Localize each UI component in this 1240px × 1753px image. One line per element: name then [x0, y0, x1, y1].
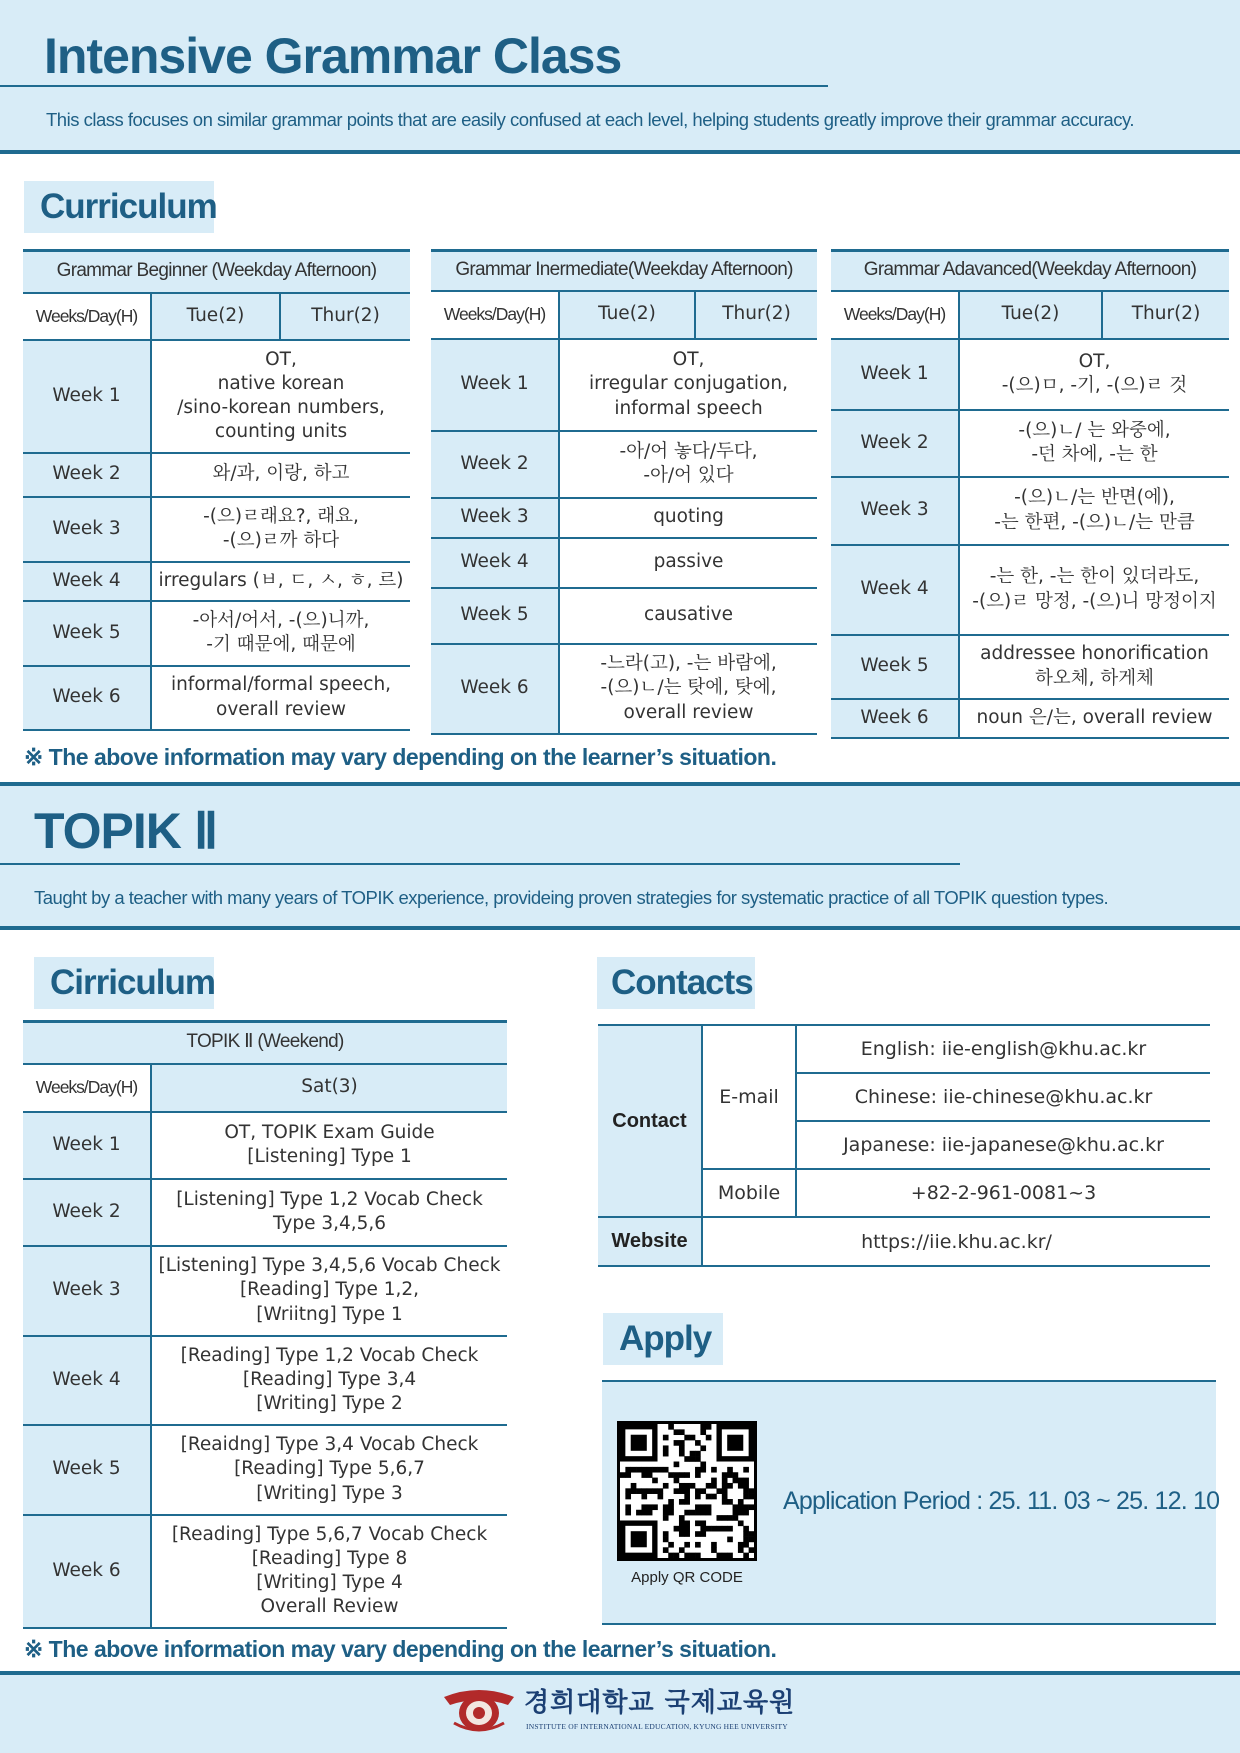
week-label: Week 1: [431, 339, 559, 431]
week-content: -는 한, -는 한이 있더라도, -(으)ㄹ 망정, -(으)니 망정이지: [959, 545, 1229, 635]
table-title: Grammar Beginner (Weekday Afternoon): [23, 251, 410, 293]
qr-code-graphic: [620, 1424, 754, 1558]
header-weeks: Weeks/Day(H): [431, 291, 559, 339]
week-label: Week 5: [831, 635, 959, 699]
week-content: noun 은/는, overall review: [959, 699, 1229, 738]
week-content: OT, native korean /sino-korean numbers, counting units: [151, 340, 410, 453]
week-content: -아서/어서, -(으)니까, -기 때문에, 때문에: [151, 601, 410, 666]
topik-note: ※ The above information may vary depending on the learner’s situation.: [24, 1636, 777, 1662]
topik-band-border: [0, 926, 1240, 930]
email-japanese[interactable]: Japanese: iie-japanese@khu.ac.kr: [796, 1121, 1210, 1169]
topik-description: Taught by a teacher with many years of TOPIK experience, provideing proven strategies for systematic practice of all TOPIK question types.: [34, 887, 1109, 908]
week-content: -느라(고), -는 바람에, -(으)ㄴ/는 탓에, 탓에, overall review: [559, 644, 817, 734]
footer-name-en: INSTITUTE OF INTERNATIONAL EDUCATION, KYUNG HEE UNIVERSITY: [526, 1722, 788, 1731]
application-period: Application Period : 25. 11. 03 ~ 25. 12. 10: [783, 1487, 1220, 1515]
header-tue: Tue(2): [959, 291, 1102, 339]
topik-curriculum-label: Cirriculum: [34, 957, 214, 1009]
topik-title: TOPIK Ⅱ: [34, 803, 218, 859]
week-content: OT, TOPIK Exam Guide [Listening] Type 1: [151, 1112, 507, 1179]
contacts-table: [598, 1024, 1210, 1267]
table-title: Grammar Inermediate(Weekday Afternoon): [431, 251, 817, 291]
week-label: Week 4: [831, 545, 959, 635]
header-tue: Tue(2): [151, 293, 280, 340]
header-weeks: Weeks/Day(H): [23, 293, 151, 340]
week-label: Week 3: [431, 498, 559, 538]
header-tue: Tue(2): [559, 291, 695, 339]
footer-name-ko: 경희대학교 국제교육원: [524, 1688, 796, 1718]
week-label: Week 1: [23, 1112, 151, 1179]
week-label: Week 5: [23, 1425, 151, 1515]
week-content: quoting: [559, 498, 817, 538]
mobile-number[interactable]: +82-2-961-0081~3: [796, 1169, 1210, 1217]
week-label: Week 6: [831, 699, 959, 738]
week-label: Week 3: [23, 1246, 151, 1336]
week-label: Week 4: [431, 538, 559, 588]
grammar-title-underline: [0, 85, 828, 87]
contact-label: Contact: [598, 1025, 702, 1217]
grammar-note: ※ The above information may vary depending on the learner’s situation.: [24, 744, 777, 770]
week-label: Week 3: [831, 477, 959, 545]
week-content: -아/어 놓다/두다, -아/어 있다: [559, 431, 817, 498]
header-thur: Thur(2): [280, 293, 410, 340]
week-content: causative: [559, 588, 817, 644]
qr-caption: Apply QR CODE: [631, 1569, 743, 1586]
week-content: irregulars (ㅂ, ㄷ, ㅅ, ㅎ, 르): [151, 562, 410, 601]
qr-code-icon[interactable]: [617, 1421, 757, 1561]
website-label: Website: [598, 1217, 702, 1266]
table-title: TOPIK Ⅱ (Weekend): [23, 1022, 507, 1064]
week-label: Week 2: [831, 410, 959, 477]
header-weeks: Weeks/Day(H): [831, 291, 959, 339]
week-label: Week 5: [431, 588, 559, 644]
week-label: Week 6: [431, 644, 559, 734]
week-content: passive: [559, 538, 817, 588]
email-english[interactable]: English: iie-english@khu.ac.kr: [796, 1025, 1210, 1073]
grammar-beginner-table: [23, 249, 410, 731]
header-weeks: Weeks/Day(H): [23, 1064, 151, 1112]
contacts-label: Contacts: [597, 957, 755, 1009]
week-content: OT, irregular conjugation, informal speech: [559, 339, 817, 431]
header-thur: Thur(2): [1102, 291, 1229, 339]
email-label: E-mail: [702, 1025, 796, 1169]
topik-table: [23, 1020, 507, 1629]
apply-label: Apply: [603, 1313, 723, 1365]
grammar-intermediate-table: [431, 249, 817, 735]
week-label: Week 4: [23, 562, 151, 601]
week-label: Week 2: [23, 453, 151, 497]
week-content: [Reaidng] Type 3,4 Vocab Check [Reading] Type 5,6,7 [Writing] Type 3: [151, 1425, 507, 1515]
grammar-title: Intensive Grammar Class: [44, 28, 622, 84]
week-content: -(으)ㄴ/ 는 와중에, -던 차에, -는 한: [959, 410, 1229, 477]
header-thur: Thur(2): [695, 291, 817, 339]
week-content: [Reading] Type 5,6,7 Vocab Check [Reading] Type 8 [Writing] Type 4 Overall Review: [151, 1515, 507, 1628]
week-content: 와/과, 이랑, 하고: [151, 453, 410, 497]
table-title: Grammar Adavanced(Weekday Afternoon): [831, 251, 1229, 291]
week-label: Week 1: [23, 340, 151, 453]
grammar-description: This class focuses on similar grammar points that are easily confused at each level, helping students greatly improve their grammar accuracy.: [46, 109, 1134, 130]
grammar-band-border: [0, 150, 1240, 154]
topik-title-underline: [0, 863, 960, 865]
week-content: informal/formal speech, overall review: [151, 666, 410, 730]
week-label: Week 1: [831, 339, 959, 410]
week-label: Week 5: [23, 601, 151, 666]
week-label: Week 6: [23, 666, 151, 730]
grammar-advanced-table: [831, 249, 1229, 739]
mobile-label: Mobile: [702, 1169, 796, 1217]
week-content: [Listening] Type 1,2 Vocab Check Type 3,4,5,6: [151, 1179, 507, 1246]
week-content: addressee honorification 하오체, 하게체: [959, 635, 1229, 699]
week-content: [Reading] Type 1,2 Vocab Check [Reading] Type 3,4 [Writing] Type 2: [151, 1336, 507, 1425]
week-label: Week 4: [23, 1336, 151, 1425]
week-label: Week 3: [23, 497, 151, 562]
website-link[interactable]: https://iie.khu.ac.kr/: [702, 1217, 1210, 1266]
week-content: [Listening] Type 3,4,5,6 Vocab Check [Reading] Type 1,2, [Wriitng] Type 1: [151, 1246, 507, 1336]
header-sat: Sat(3): [151, 1064, 507, 1112]
week-label: Week 6: [23, 1515, 151, 1628]
week-content: -(으)ㄴ/는 반면(에), -는 한편, -(으)ㄴ/는 만큼: [959, 477, 1229, 545]
week-content: -(으)ㄹ래요?, 래요, -(으)ㄹ까 하다: [151, 497, 410, 562]
curriculum-label: Curriculum: [24, 181, 214, 233]
week-label: Week 2: [431, 431, 559, 498]
week-content: OT, -(으)ㅁ, -기, -(으)ㄹ 것: [959, 339, 1229, 410]
email-chinese[interactable]: Chinese: iie-chinese@khu.ac.kr: [796, 1073, 1210, 1121]
week-label: Week 2: [23, 1179, 151, 1246]
university-logo-icon: [440, 1683, 518, 1735]
